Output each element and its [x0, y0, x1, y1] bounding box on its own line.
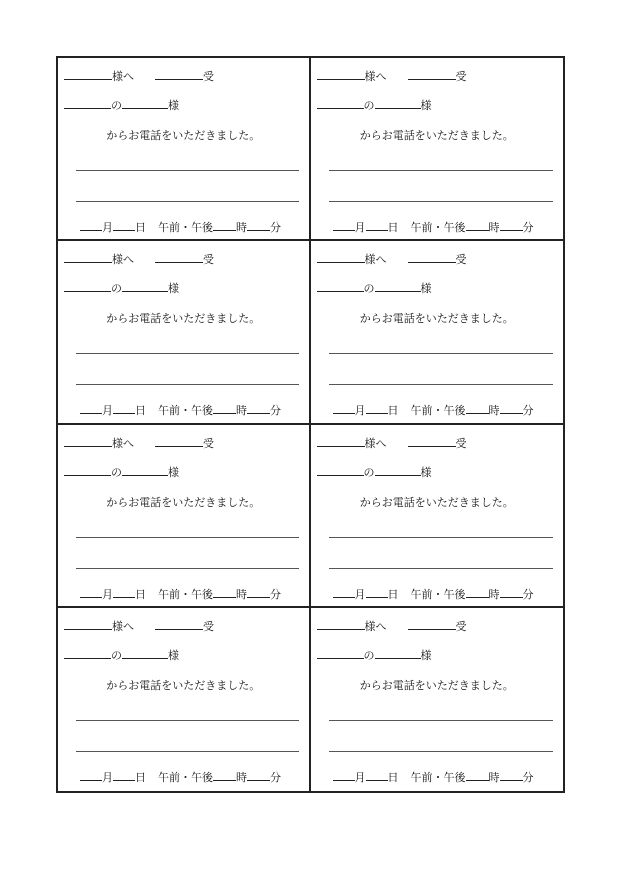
- company-blank[interactable]: [317, 280, 364, 292]
- caller-suffix: 様: [420, 648, 432, 662]
- company-blank[interactable]: [317, 464, 364, 476]
- minute-blank[interactable]: [247, 769, 270, 781]
- minute-label: 分: [270, 404, 281, 418]
- of-label: の: [111, 99, 122, 112]
- recipient-line: [317, 435, 467, 451]
- of-label: の: [111, 465, 122, 479]
- hour-blank[interactable]: [213, 402, 236, 414]
- ampm-label: 午前・午後: [410, 404, 466, 418]
- recipient-blank[interactable]: [317, 435, 365, 447]
- minute-label: 分: [522, 404, 534, 418]
- caller-blank[interactable]: [122, 97, 168, 109]
- recipient-suffix: 様へ: [364, 70, 387, 83]
- month-label: 月: [354, 587, 366, 601]
- ampm-label: 午前・午後: [410, 770, 466, 784]
- phone-memo-card: [311, 241, 564, 424]
- day-blank[interactable]: [113, 219, 135, 231]
- caller-suffix: 様: [420, 465, 432, 479]
- receiver-blank[interactable]: [155, 251, 203, 263]
- note-line-2[interactable]: [76, 384, 299, 385]
- note-line-2[interactable]: [329, 568, 554, 569]
- hour-blank[interactable]: [466, 402, 489, 414]
- day-blank[interactable]: [113, 769, 135, 781]
- caller-line: [317, 647, 432, 663]
- month-blank[interactable]: [80, 219, 102, 231]
- recipient-line: [317, 251, 467, 267]
- day-label: 日: [135, 404, 146, 418]
- receiver-blank[interactable]: [155, 435, 203, 447]
- caller-line: [317, 97, 432, 113]
- caller-blank[interactable]: [122, 280, 168, 292]
- message-text: からお電話をいただきました。: [359, 312, 514, 326]
- day-blank[interactable]: [366, 586, 388, 598]
- minute-blank[interactable]: [500, 586, 523, 598]
- note-line-2[interactable]: [76, 201, 299, 202]
- recipient-suffix: 様へ: [364, 253, 387, 267]
- datetime-line: [80, 586, 281, 602]
- datetime-line: [333, 219, 534, 235]
- note-line-2[interactable]: [76, 568, 299, 569]
- caller-line: [64, 464, 179, 480]
- day-blank[interactable]: [113, 402, 135, 414]
- recipient-blank[interactable]: [317, 251, 365, 263]
- caller-line: [317, 280, 432, 296]
- datetime-line: [80, 402, 281, 418]
- receiver-blank[interactable]: [408, 251, 456, 263]
- of-label: の: [363, 465, 375, 479]
- minute-label: 分: [270, 221, 281, 234]
- recipient-blank[interactable]: [64, 435, 112, 447]
- recipient-line: [317, 68, 467, 84]
- company-blank[interactable]: [64, 280, 111, 292]
- of-label: の: [363, 99, 375, 112]
- company-blank[interactable]: [317, 97, 364, 109]
- note-line-1[interactable]: [329, 353, 554, 354]
- hour-label: 時: [236, 221, 247, 234]
- recipient-line: [64, 435, 214, 451]
- hour-label: 時: [488, 221, 500, 234]
- month-blank[interactable]: [80, 402, 102, 414]
- datetime-line: [333, 769, 534, 785]
- note-line-2[interactable]: [76, 751, 299, 752]
- hour-blank[interactable]: [466, 769, 489, 781]
- month-label: 月: [354, 770, 366, 784]
- caller-suffix: 様: [420, 99, 432, 112]
- minute-blank[interactable]: [247, 219, 270, 231]
- recipient-suffix: 様へ: [112, 436, 134, 450]
- month-label: 月: [102, 770, 113, 784]
- note-line-2[interactable]: [329, 384, 554, 385]
- ampm-label: 午前・午後: [410, 221, 466, 234]
- hour-label: 時: [488, 770, 500, 784]
- datetime-line: [80, 219, 281, 235]
- note-line-1[interactable]: [329, 170, 554, 171]
- day-label: 日: [387, 221, 399, 234]
- message-text: からお電話をいただきました。: [359, 495, 514, 509]
- month-label: 月: [354, 404, 366, 418]
- received-label: 受: [455, 253, 467, 267]
- day-blank[interactable]: [366, 402, 388, 414]
- hour-label: 時: [488, 404, 500, 418]
- recipient-suffix: 様へ: [112, 619, 134, 633]
- caller-blank[interactable]: [375, 464, 421, 476]
- note-line-1[interactable]: [329, 537, 554, 538]
- of-label: の: [111, 648, 122, 662]
- recipient-suffix: 様へ: [112, 253, 134, 267]
- day-label: 日: [135, 221, 146, 234]
- month-blank[interactable]: [333, 769, 355, 781]
- note-line-2[interactable]: [329, 751, 554, 752]
- caller-line: [64, 97, 179, 113]
- phone-memo-card: [311, 58, 564, 241]
- received-label: 受: [203, 436, 214, 450]
- phone-memo-card: [58, 58, 311, 241]
- caller-line: [64, 280, 179, 296]
- minute-label: 分: [522, 221, 534, 234]
- month-label: 月: [354, 221, 366, 234]
- recipient-line: [317, 618, 467, 634]
- caller-suffix: 様: [168, 282, 179, 296]
- hour-label: 時: [236, 770, 247, 784]
- hour-blank[interactable]: [213, 219, 236, 231]
- datetime-line: [80, 769, 281, 785]
- note-line-1[interactable]: [329, 720, 554, 721]
- caller-line: [64, 647, 179, 663]
- receiver-blank[interactable]: [408, 435, 456, 447]
- caller-blank[interactable]: [375, 647, 421, 659]
- receiver-blank[interactable]: [155, 68, 203, 80]
- caller-suffix: 様: [420, 282, 432, 296]
- recipient-blank[interactable]: [317, 68, 365, 80]
- recipient-suffix: 様へ: [364, 619, 387, 633]
- company-blank[interactable]: [64, 97, 111, 109]
- hour-label: 時: [488, 587, 500, 601]
- caller-blank[interactable]: [375, 280, 421, 292]
- recipient-blank[interactable]: [64, 618, 112, 630]
- day-blank[interactable]: [366, 219, 388, 231]
- message-text: からお電話をいただきました。: [106, 495, 261, 509]
- minute-label: 分: [522, 770, 534, 784]
- hour-label: 時: [236, 587, 247, 601]
- minute-blank[interactable]: [247, 586, 270, 598]
- minute-label: 分: [522, 587, 534, 601]
- message-text: からお電話をいただきました。: [359, 678, 514, 692]
- caller-suffix: 様: [168, 465, 179, 479]
- month-label: 月: [102, 404, 113, 418]
- month-blank[interactable]: [80, 769, 102, 781]
- receiver-blank[interactable]: [155, 618, 203, 630]
- message-text: からお電話をいただきました。: [106, 129, 261, 142]
- caller-suffix: 様: [168, 648, 179, 662]
- of-label: の: [111, 282, 122, 296]
- message-text: からお電話をいただきました。: [359, 129, 514, 142]
- ampm-label: 午前・午後: [158, 221, 213, 234]
- ampm-label: 午前・午後: [410, 587, 466, 601]
- hour-blank[interactable]: [213, 586, 236, 598]
- minute-blank[interactable]: [500, 219, 523, 231]
- of-label: の: [363, 282, 375, 296]
- note-line-1[interactable]: [76, 537, 299, 538]
- caller-blank[interactable]: [375, 97, 421, 109]
- month-blank[interactable]: [333, 219, 355, 231]
- message-text: からお電話をいただきました。: [106, 312, 261, 326]
- ampm-label: 午前・午後: [158, 587, 213, 601]
- phone-memo-card: [58, 608, 311, 791]
- caller-blank[interactable]: [122, 464, 168, 476]
- recipient-suffix: 様へ: [364, 436, 387, 450]
- message-text: からお電話をいただきました。: [106, 678, 261, 692]
- recipient-blank[interactable]: [64, 251, 112, 263]
- received-label: 受: [203, 253, 214, 267]
- minute-blank[interactable]: [500, 769, 523, 781]
- month-blank[interactable]: [333, 586, 355, 598]
- ampm-label: 午前・午後: [158, 404, 213, 418]
- caller-suffix: 様: [168, 99, 179, 112]
- phone-memo-card: [58, 241, 311, 424]
- company-blank[interactable]: [317, 647, 364, 659]
- ampm-label: 午前・午後: [158, 770, 213, 784]
- day-blank[interactable]: [366, 769, 388, 781]
- day-blank[interactable]: [113, 586, 135, 598]
- recipient-line: [64, 68, 214, 84]
- note-line-1[interactable]: [76, 353, 299, 354]
- datetime-line: [333, 402, 534, 418]
- hour-blank[interactable]: [213, 769, 236, 781]
- note-line-1[interactable]: [76, 720, 299, 721]
- datetime-line: [333, 586, 534, 602]
- day-label: 日: [387, 770, 399, 784]
- month-label: 月: [102, 221, 113, 234]
- day-label: 日: [135, 770, 146, 784]
- month-label: 月: [102, 587, 113, 601]
- day-label: 日: [387, 587, 399, 601]
- day-label: 日: [135, 587, 146, 601]
- phone-memo-card: [58, 425, 311, 608]
- received-label: 受: [203, 619, 214, 633]
- company-blank[interactable]: [64, 464, 111, 476]
- month-blank[interactable]: [333, 402, 355, 414]
- company-blank[interactable]: [64, 647, 111, 659]
- phone-memo-card: [311, 425, 564, 608]
- hour-blank[interactable]: [466, 219, 489, 231]
- phone-memo-card: [311, 608, 564, 791]
- minute-label: 分: [270, 587, 281, 601]
- note-line-2[interactable]: [329, 201, 554, 202]
- minute-blank[interactable]: [500, 402, 523, 414]
- recipient-line: [64, 251, 214, 267]
- receiver-blank[interactable]: [408, 618, 456, 630]
- minute-blank[interactable]: [247, 402, 270, 414]
- caller-line: [317, 464, 432, 480]
- recipient-suffix: 様へ: [112, 70, 134, 83]
- hour-blank[interactable]: [466, 586, 489, 598]
- received-label: 受: [203, 70, 214, 83]
- received-label: 受: [455, 436, 467, 450]
- memo-sheet: [56, 56, 565, 793]
- received-label: 受: [455, 70, 467, 83]
- receiver-blank[interactable]: [408, 68, 456, 80]
- received-label: 受: [455, 619, 467, 633]
- recipient-blank[interactable]: [64, 68, 112, 80]
- recipient-blank[interactable]: [317, 618, 365, 630]
- recipient-line: [64, 618, 214, 634]
- day-label: 日: [387, 404, 399, 418]
- caller-blank[interactable]: [122, 647, 168, 659]
- month-blank[interactable]: [80, 586, 102, 598]
- hour-label: 時: [236, 404, 247, 418]
- note-line-1[interactable]: [76, 170, 299, 171]
- of-label: の: [363, 648, 375, 662]
- minute-label: 分: [270, 770, 281, 784]
